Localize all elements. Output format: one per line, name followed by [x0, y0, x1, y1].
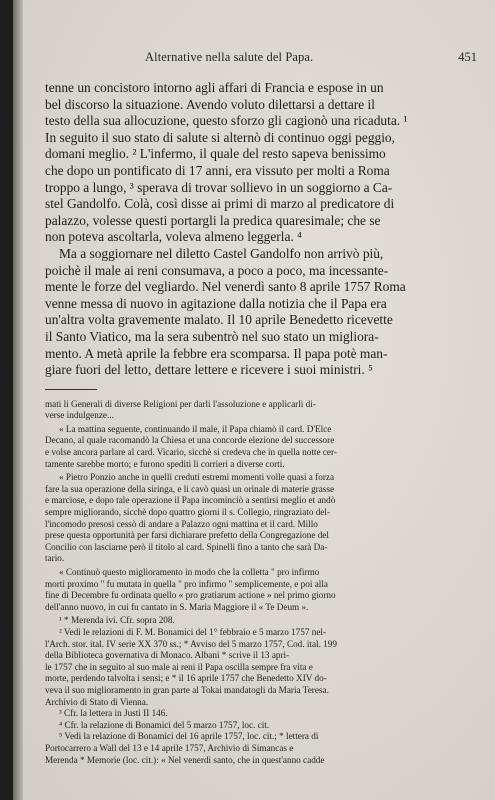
- text-line: testo della sua allocuzione, questo sforzo gli cagionò una ricaduta. ¹: [45, 113, 408, 129]
- footnote-line: Portocarrero a Wall del 13 e 14 aprile 1757, Archivio di Simancas e: [45, 742, 294, 753]
- footnote-line: fare la sua operazione della siringa, e li cavò quasi un orinale di materie grasse: [45, 483, 335, 494]
- footnote-line: dell'anno nuovo, in cui fu cantato in S. Maria Maggiore il « Te Deum ».: [45, 601, 309, 612]
- text-line: stel Gandolfo. Colà, così disse ai primi di marzo al predicatore di: [45, 196, 395, 212]
- footnote-line: ⁴ Cfr. la relazione di Bonamici del 5 marzo 1757, loc. cit.: [59, 719, 270, 730]
- text-line: non poteva ascoltarla, voleva almeno leggerla. ⁴: [45, 229, 302, 245]
- footnote-line: verse indulgenze...: [45, 410, 114, 421]
- text-line: troppo a lungo, ³ sperava di trovar sollievo in un soggiorno a Ca-: [45, 179, 393, 195]
- footnote-line: tamente sarebbe morto; e furono spediti li corrieri a diverse corti.: [45, 458, 285, 469]
- footnote-line: tario.: [45, 553, 65, 564]
- footnote-line: ³ Cfr. la lettera in Justi II 146.: [59, 708, 168, 719]
- text-line: un'altra volta gravemente malato. Il 10 aprile Benedetto ricevette: [45, 312, 393, 328]
- footnote-separator: [45, 389, 97, 390]
- footnote-line: morti proximo " fu mutata in quella " pro infirmo " semplicemente, e poi alla: [45, 578, 328, 589]
- page-body: [45, 80, 477, 766]
- footnote-line: l'incomodo presosi cessò di andare a Palazzo ogni mattina et il card. Millo: [45, 518, 318, 529]
- running-header: [45, 50, 477, 68]
- text-line: che dopo un pontificato di 17 anni, era vissuto per molti a Roma: [45, 162, 390, 178]
- text-line: Ma a soggiornare nel diletto Castel Gandolfo non arrivò più,: [59, 245, 384, 261]
- text-line: mento. A metà aprile la febbre era scomparsa. Il papa potè man-: [45, 345, 388, 361]
- footnote-line: ² Vedi le relazioni di F. M. Bonamici del 1° febbraio e 5 marzo 1757 nel-: [59, 626, 327, 637]
- footnote-line: l'Arch. stor. ital. IV serie XX 370 ss.; * Avviso del 5 marzo 1757, Cod. ital. 199: [45, 638, 337, 649]
- footnote-line: e marciose, e dopo tale operazione il Papa incominciò a sentirsi meglio et andò: [45, 495, 336, 506]
- text-line: domani meglio. ² L'infermo, il quale del resto sapeva benissimo: [45, 146, 386, 162]
- book-page: [13, 0, 495, 800]
- footnote-line: mati li Generali di diverse Religioni per darli l'assoluzione e applicarli di-: [45, 398, 316, 409]
- footnote-line: della Biblioteca governativa di Monaco. Albani * scrive il 13 apri-: [45, 650, 290, 661]
- text-line: palazzo, volesse questi portargli la predica quaresimale; che se: [45, 212, 381, 228]
- text-line: mente le forze del vegliardo. Nel venerdì santo 8 aprile 1757 Roma: [45, 279, 406, 295]
- footnotes-block: [45, 399, 477, 766]
- footnote-line: morte, perdendo talvolta i sensi; e * il 16 aprile 1757 che Benedetto XIV do-: [45, 673, 327, 684]
- text-line: bel discorso la situazione. Avendo voluto dilettarsi a dettare il: [45, 96, 375, 112]
- page-number: 451: [458, 50, 477, 64]
- text-line: venne messa di nuovo in agitazione dalla notizia che il Papa era: [45, 295, 387, 311]
- footnote-line: « Continuò questo miglioramento in modo che la colletta " pro infirmo: [59, 567, 320, 577]
- footnote-line: Archivio di Stato di Vienna.: [45, 696, 149, 707]
- footnote-line: veva il suo miglioramento in gran parte al Tokai mandatogli da Maria Teresa.: [45, 684, 329, 695]
- text-line: giare fuori del letto, dettare lettere e ricevere i suoi ministri. ⁵: [45, 362, 373, 378]
- footnote-line: prese questa opportunità per farsi dichiarare prefetto della Congregazione del: [45, 530, 329, 541]
- footnote-line: ¹ * Merenda ivi. Cfr. sopra 208.: [59, 615, 175, 626]
- text-line: poichè il male ai reni consumava, a poco a poco, ma incessante-: [45, 262, 389, 278]
- text-line: il Santo Viatico, ma la sera subentrò nel suo stato un migliora-: [45, 328, 379, 344]
- footnote-line: sempre migliorando, sicchè dopo quattro giorni il s. Collegio, ringraziato del-: [45, 507, 331, 518]
- running-title: Alternative nella salute del Papa.: [145, 50, 314, 64]
- footnote-line: fine di Decembre fu ordinata quello « pro gratiarum actione » nel primo giorno: [45, 590, 336, 601]
- page-gutter-shadow: [13, 0, 23, 800]
- footnote-line: Decano, al quale racomandò la Chiesa et una concorde elezione del successore: [45, 435, 335, 446]
- footnote-line: e volse ancora parlare al card. Vicario, sicchè si credeva che in quella notte cer-: [45, 447, 337, 458]
- footnote-line: Merenda * Memorie (loc. cit.): « Nel venerdì santo, che in quest'anno cadde: [45, 754, 325, 765]
- main-text-block: [45, 80, 477, 379]
- footnote-line: le 1757 che in seguito al suo male ai reni il Papa oscilla sempre fra vita e: [45, 661, 313, 672]
- footnote-line: « Pietro Ponzio anche in quelli creduti estremi momenti volle quasi a forza: [59, 472, 335, 483]
- text-line: tenne un concistoro intorno agli affari di Francia e espose in un: [45, 80, 384, 95]
- footnote-line: ⁵ Vedi la relazione di Bonamici del 16 aprile 1757, loc. cit.; * lettera di: [59, 731, 319, 742]
- text-line: In seguito il suo stato di salute si alternò di continuo oggi peggio,: [45, 129, 395, 145]
- footnote-line: « La mattina seguente, continuando il male, il Papa chiamò il card. D'Elce: [59, 423, 332, 434]
- footnote-line: Concilio con lasciarne però il titolo al card. Spinelli fino a tanto che sarà Da-: [45, 541, 328, 552]
